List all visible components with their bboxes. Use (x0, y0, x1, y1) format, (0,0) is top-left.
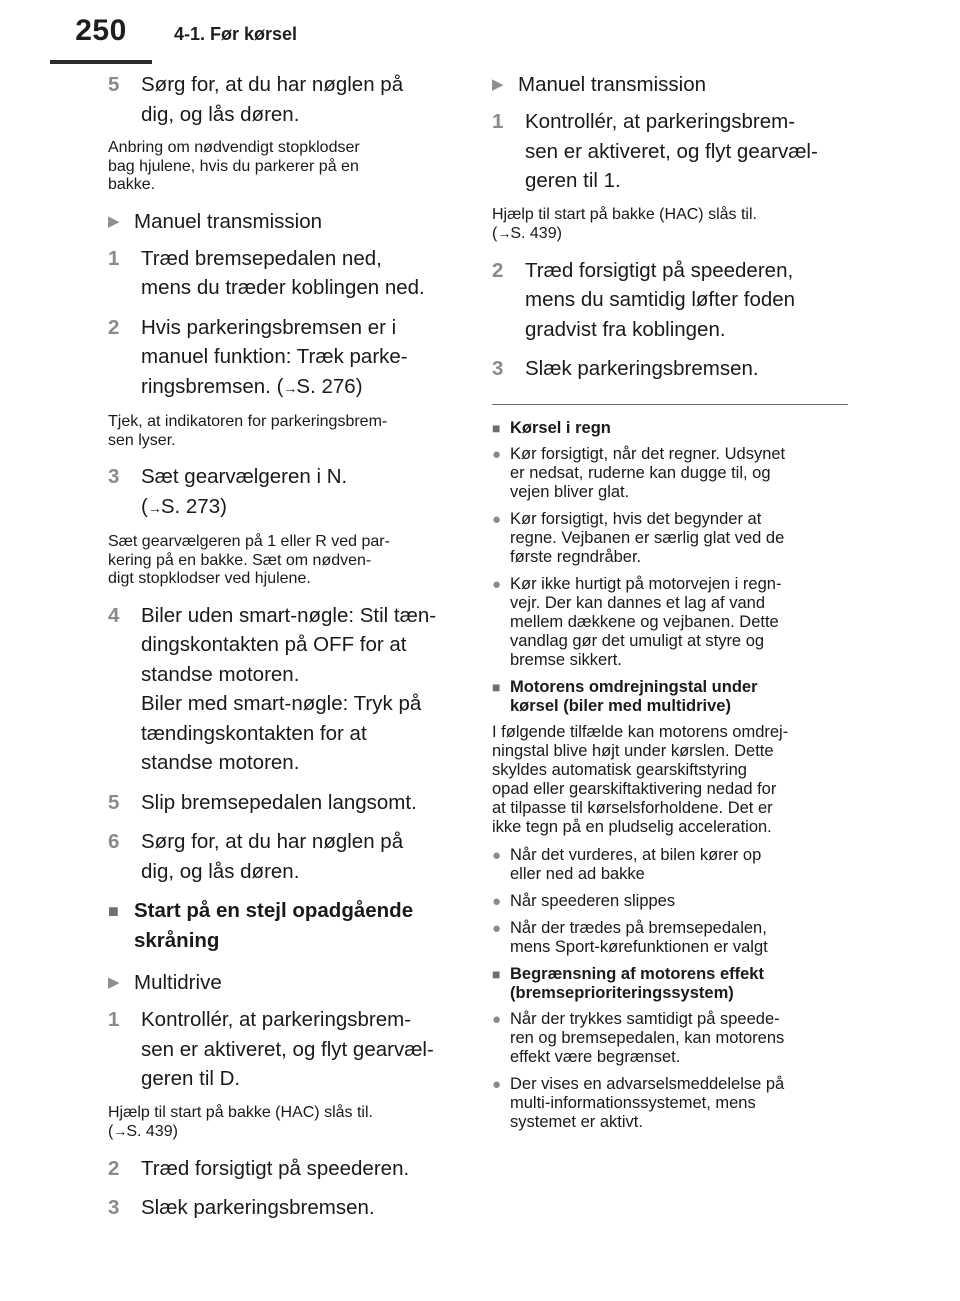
bullet-line: ren og bremsepedalen, kan motorens (510, 1028, 785, 1047)
note-line: Anbring om nødvendigt stopklodser (108, 139, 360, 156)
page-reference[interactable]: S. 439) (510, 225, 562, 242)
step-line: sen er aktiveret, og flyt gearvæl- (525, 139, 818, 163)
step-line: mens du træder koblingen ned. (141, 276, 425, 299)
note-line (108, 1122, 458, 1142)
square-bullet-icon: ■ (492, 419, 501, 436)
triangle-right-icon: ▶ (492, 76, 504, 93)
circle-bullet-icon: ● (492, 445, 502, 463)
bullet-line: systemet er aktivt. (510, 1112, 643, 1131)
r-step-1 (492, 107, 848, 196)
heading-line: (bremseprioriteringssystem) (510, 983, 734, 1002)
page-header (0, 0, 960, 62)
circle-bullet-icon: ● (492, 1075, 502, 1093)
heading-line: kørsel (biler med multidrive) (510, 696, 731, 715)
bullet-line: Når der trædes på bremsepedalen, (510, 918, 767, 937)
page-number: 250 (75, 14, 127, 47)
step-number: 1 (492, 110, 504, 133)
step-number: 2 (108, 1156, 120, 1180)
step-number: 6 (108, 830, 120, 853)
list-item (492, 919, 848, 957)
triangle-right-icon: ▶ (108, 974, 120, 991)
note-indicator (108, 413, 458, 450)
heading-line: Kørsel i regn (510, 418, 611, 437)
paragraph-line: opad eller gearskiftaktivering nedad for (492, 779, 777, 798)
r-step-3 (492, 354, 848, 384)
list-item (492, 1075, 848, 1132)
md-step-3 (108, 1193, 458, 1223)
manual-transmission-heading (108, 207, 458, 236)
note-chocks (108, 139, 458, 195)
heading-text: Manuel transmission (134, 209, 322, 233)
step-line: sen er aktiveret, og flyt gearvæl- (141, 1037, 434, 1061)
steep-slope-heading (108, 896, 458, 956)
step-line: dingskontakten på OFF for at (141, 633, 407, 656)
bullet-line: bremse sikkert. (510, 650, 622, 669)
rpm-paragraph (492, 723, 848, 837)
circle-bullet-icon: ● (492, 892, 502, 910)
manual-transmission-heading (492, 70, 848, 99)
bullet-line: vejen bliver glat. (510, 482, 630, 501)
square-bullet-icon: ■ (492, 678, 501, 695)
step-line: Træd bremsepedalen ned, (141, 246, 382, 270)
step-line: Hvis parkeringsbremsen er i (141, 315, 397, 339)
arrow-icon: → (113, 1123, 127, 1139)
step-line: Sørg for, at du har nøglen på (141, 73, 404, 96)
circle-bullet-icon: ● (492, 919, 502, 937)
left-column (108, 70, 458, 1233)
step-line: geren til D. (141, 1067, 241, 1090)
bullet-line: mellem dækkene og vejbanen. Dette (510, 612, 779, 631)
note-line: bakke. (108, 176, 156, 193)
bullet-line: regne. Vejbanen er særlig glat ved de (510, 528, 785, 547)
step-number: 2 (492, 258, 504, 282)
step-line (141, 492, 458, 524)
paragraph-line: at tilpasse til kørselsforholdene. Det er (492, 798, 773, 817)
step-line: standse motoren. (141, 662, 300, 686)
step-6 (108, 827, 458, 886)
list-item (492, 510, 848, 567)
note-line: Hjælp til start på bakke (HAC) slås til. (108, 1103, 373, 1121)
arrow-icon: → (147, 499, 161, 516)
list-item (492, 445, 848, 502)
step-5-release (108, 788, 458, 818)
bullet-line: Når speederen slippes (510, 891, 676, 910)
bullet-line: mens Sport-kørefunktionen er valgt (510, 937, 768, 956)
step-line: mens du samtidig løfter foden (525, 288, 796, 311)
bullet-line: multi-informationssystemet, mens (510, 1093, 756, 1112)
rpm-heading (492, 678, 848, 716)
list-item (492, 575, 848, 670)
section-title: 4-1. Før kørsel (174, 24, 298, 44)
note-hac (492, 206, 848, 244)
step-number: 1 (108, 246, 120, 270)
triangle-right-icon: ▶ (108, 212, 120, 230)
bullet-line: Der vises en advarselsmeddelelse på (510, 1074, 785, 1093)
page-number-box (50, 0, 152, 64)
step-line: standse motoren. (141, 751, 300, 774)
step-line: Biler uden smart-nøgle: Stil tæn- (141, 603, 437, 627)
bullet-line: Kør ikke hurtigt på motorvejen i regn- (510, 574, 782, 593)
page-reference[interactable]: S. 439) (126, 1123, 178, 1140)
bullet-line: Kør forsigtigt, hvis det begynder at (510, 509, 762, 528)
step-number: 1 (108, 1008, 120, 1031)
step-number: 3 (492, 357, 504, 380)
text: ringsbremsen. ( (141, 374, 284, 398)
step-line: Slip bremsepedalen langsomt. (141, 790, 417, 814)
step-line: Sørg for, at du har nøglen på (141, 830, 404, 853)
rain-heading (492, 419, 848, 438)
text: ( (108, 1123, 114, 1140)
bullet-line: vejr. Der kan dannes et lag af vand (510, 593, 765, 612)
step-line (141, 372, 458, 404)
multidrive-heading (108, 968, 458, 997)
bullet-line: eller ned ad bakke (510, 864, 645, 883)
step-line: geren til 1. (525, 169, 621, 192)
text: ( (492, 225, 498, 242)
step-2 (108, 313, 458, 404)
bullet-line: effekt være begrænset. (510, 1047, 681, 1066)
step-line: tændingskontakten for at (141, 721, 367, 745)
note-line: digt stopklodser ved hjulene. (108, 570, 311, 587)
heading-line: Begrænsning af motorens effekt (510, 964, 764, 983)
paragraph-line: I følgende tilfælde kan motorens omdrej- (492, 722, 789, 741)
note-line: Tjek, at indikatoren for parkeringsbrem- (108, 413, 388, 430)
text: ( (141, 494, 148, 518)
circle-bullet-icon: ● (492, 575, 502, 593)
step-line: Sæt gearvælgeren i N. (141, 465, 348, 488)
note-line: Hjælp til start på bakke (HAC) slås til. (492, 205, 757, 223)
heading-line: Motorens omdrejningstal under (510, 677, 758, 696)
heading-line: Start på en stejl opadgående (134, 899, 414, 922)
circle-bullet-icon: ● (492, 846, 502, 864)
step-line: dig, og lås døren. (141, 859, 300, 883)
step-number: 2 (108, 315, 120, 339)
step-number: 5 (108, 73, 120, 96)
square-bullet-icon: ■ (492, 965, 501, 982)
heading-line: skråning (134, 929, 220, 952)
right-column (492, 70, 848, 1140)
step-4 (108, 601, 458, 778)
step-line: gradvist fra koblingen. (525, 317, 726, 341)
list-item (492, 846, 848, 884)
md-step-1 (108, 1005, 458, 1094)
step-1 (108, 244, 458, 303)
note-hac (108, 1104, 458, 1142)
step-5-lock (108, 70, 458, 129)
paragraph-line: ningstal blive højt under kørslen. Dette (492, 741, 774, 760)
arrow-icon: → (283, 379, 297, 396)
note-line (492, 224, 848, 244)
note-line: sen lyser. (108, 431, 176, 449)
note-line: bag hjulene, hvis du parkerer på en (108, 157, 359, 175)
bullet-line: vandlag gør det umuligt at styre og (510, 631, 765, 650)
bullet-line: Når der trykkes samtidigt på speede- (510, 1009, 780, 1028)
step-line: Træd forsigtigt på speederen. (141, 1156, 410, 1180)
note-gear (108, 533, 458, 589)
step-line: Biler med smart-nøgle: Tryk på (141, 692, 422, 715)
step-3 (108, 462, 458, 523)
paragraph-line: ikke tegn på en pludselig acceleration. (492, 817, 772, 836)
bullet-line: er nedsat, ruderne kan dugge til, og (510, 463, 771, 482)
paragraph-line: skyldes automatisk gearskiftstyring (492, 760, 747, 779)
note-line: Sæt gearvælgeren på 1 eller R ved par- (108, 533, 390, 550)
note-line: kering på en bakke. Sæt om nødven- (108, 551, 372, 569)
page-reference[interactable]: S. 276) (296, 374, 363, 398)
step-number: 3 (108, 465, 120, 488)
heading-text: Manuel transmission (518, 73, 706, 96)
page-reference[interactable]: S. 273) (160, 494, 227, 518)
step-line: Træd forsigtigt på speederen, (525, 258, 794, 282)
step-number: 3 (108, 1196, 120, 1219)
square-bullet-icon: ■ (108, 901, 119, 921)
circle-bullet-icon: ● (492, 1010, 502, 1028)
heading-text: Multidrive (134, 971, 222, 994)
bullet-line: første regndråber. (510, 547, 642, 566)
step-line: manuel funktion: Træk parke- (141, 345, 408, 368)
arrow-icon: → (497, 225, 511, 241)
list-item (492, 892, 848, 911)
step-line: Kontrollér, at parkeringsbrem- (525, 110, 796, 133)
step-line: Kontrollér, at parkeringsbrem- (141, 1008, 412, 1031)
step-line: dig, og lås døren. (141, 102, 300, 126)
circle-bullet-icon: ● (492, 510, 502, 528)
bullet-line: Når det vurderes, at bilen kører op (510, 845, 762, 864)
step-number: 4 (108, 603, 120, 627)
divider (492, 404, 848, 405)
md-step-2 (108, 1154, 458, 1184)
step-line: Slæk parkeringsbremsen. (525, 357, 759, 380)
bullet-line: Kør forsigtigt, når det regner. Udsynet (510, 444, 786, 463)
power-limit-heading (492, 965, 848, 1003)
step-line: Slæk parkeringsbremsen. (141, 1196, 375, 1219)
r-step-2 (492, 256, 848, 345)
step-number: 5 (108, 790, 120, 814)
list-item (492, 1010, 848, 1067)
